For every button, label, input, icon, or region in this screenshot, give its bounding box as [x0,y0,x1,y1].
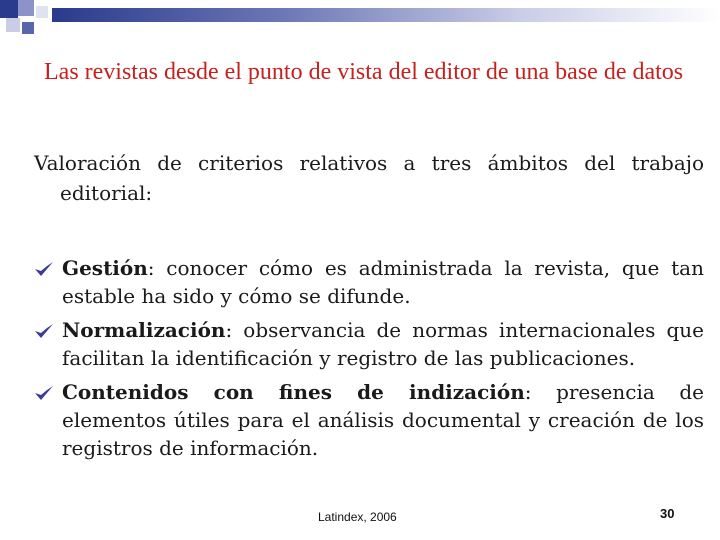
criteria-list [34,254,704,468]
title-gradient-bar [52,8,720,22]
criterion-text: : presencia de elementos útiles para el análisis documental y creación de los registros de información. [62,380,704,460]
criterion-text: : conocer cómo es administrada la revista, que tan estable ha sido y cómo se difunde. [62,256,704,308]
checkmark-icon [34,384,54,402]
footer-source: Latindex, 2006 [318,510,397,524]
deco-square [6,18,20,32]
header-decoration [0,0,720,50]
intro-paragraph [34,148,704,208]
intro-line-1: Valoración de criterios relativos a tres ámbitos del trabajo [34,151,704,175]
list-item [34,254,704,310]
list-item [34,316,704,372]
criterion-term: Gestión [62,256,148,280]
page-number: 30 [660,506,675,521]
deco-square [36,6,48,18]
deco-square [18,0,34,16]
checkmark-icon [34,260,54,278]
intro-line-2: editorial: [60,181,153,205]
slide-title: Las revistas desde el punto de vista del editor de una base de datos [44,59,684,85]
deco-square [22,22,34,34]
criterion-term: Normalización [62,318,226,342]
list-item [34,378,704,462]
deco-square [0,0,18,18]
criterion-term: Contenidos con fines de indización [62,380,525,404]
criterion-text: : observancia de normas internacionales que facilitan la identificación y registro de las publicaciones. [62,318,704,370]
checkmark-icon [34,322,54,340]
